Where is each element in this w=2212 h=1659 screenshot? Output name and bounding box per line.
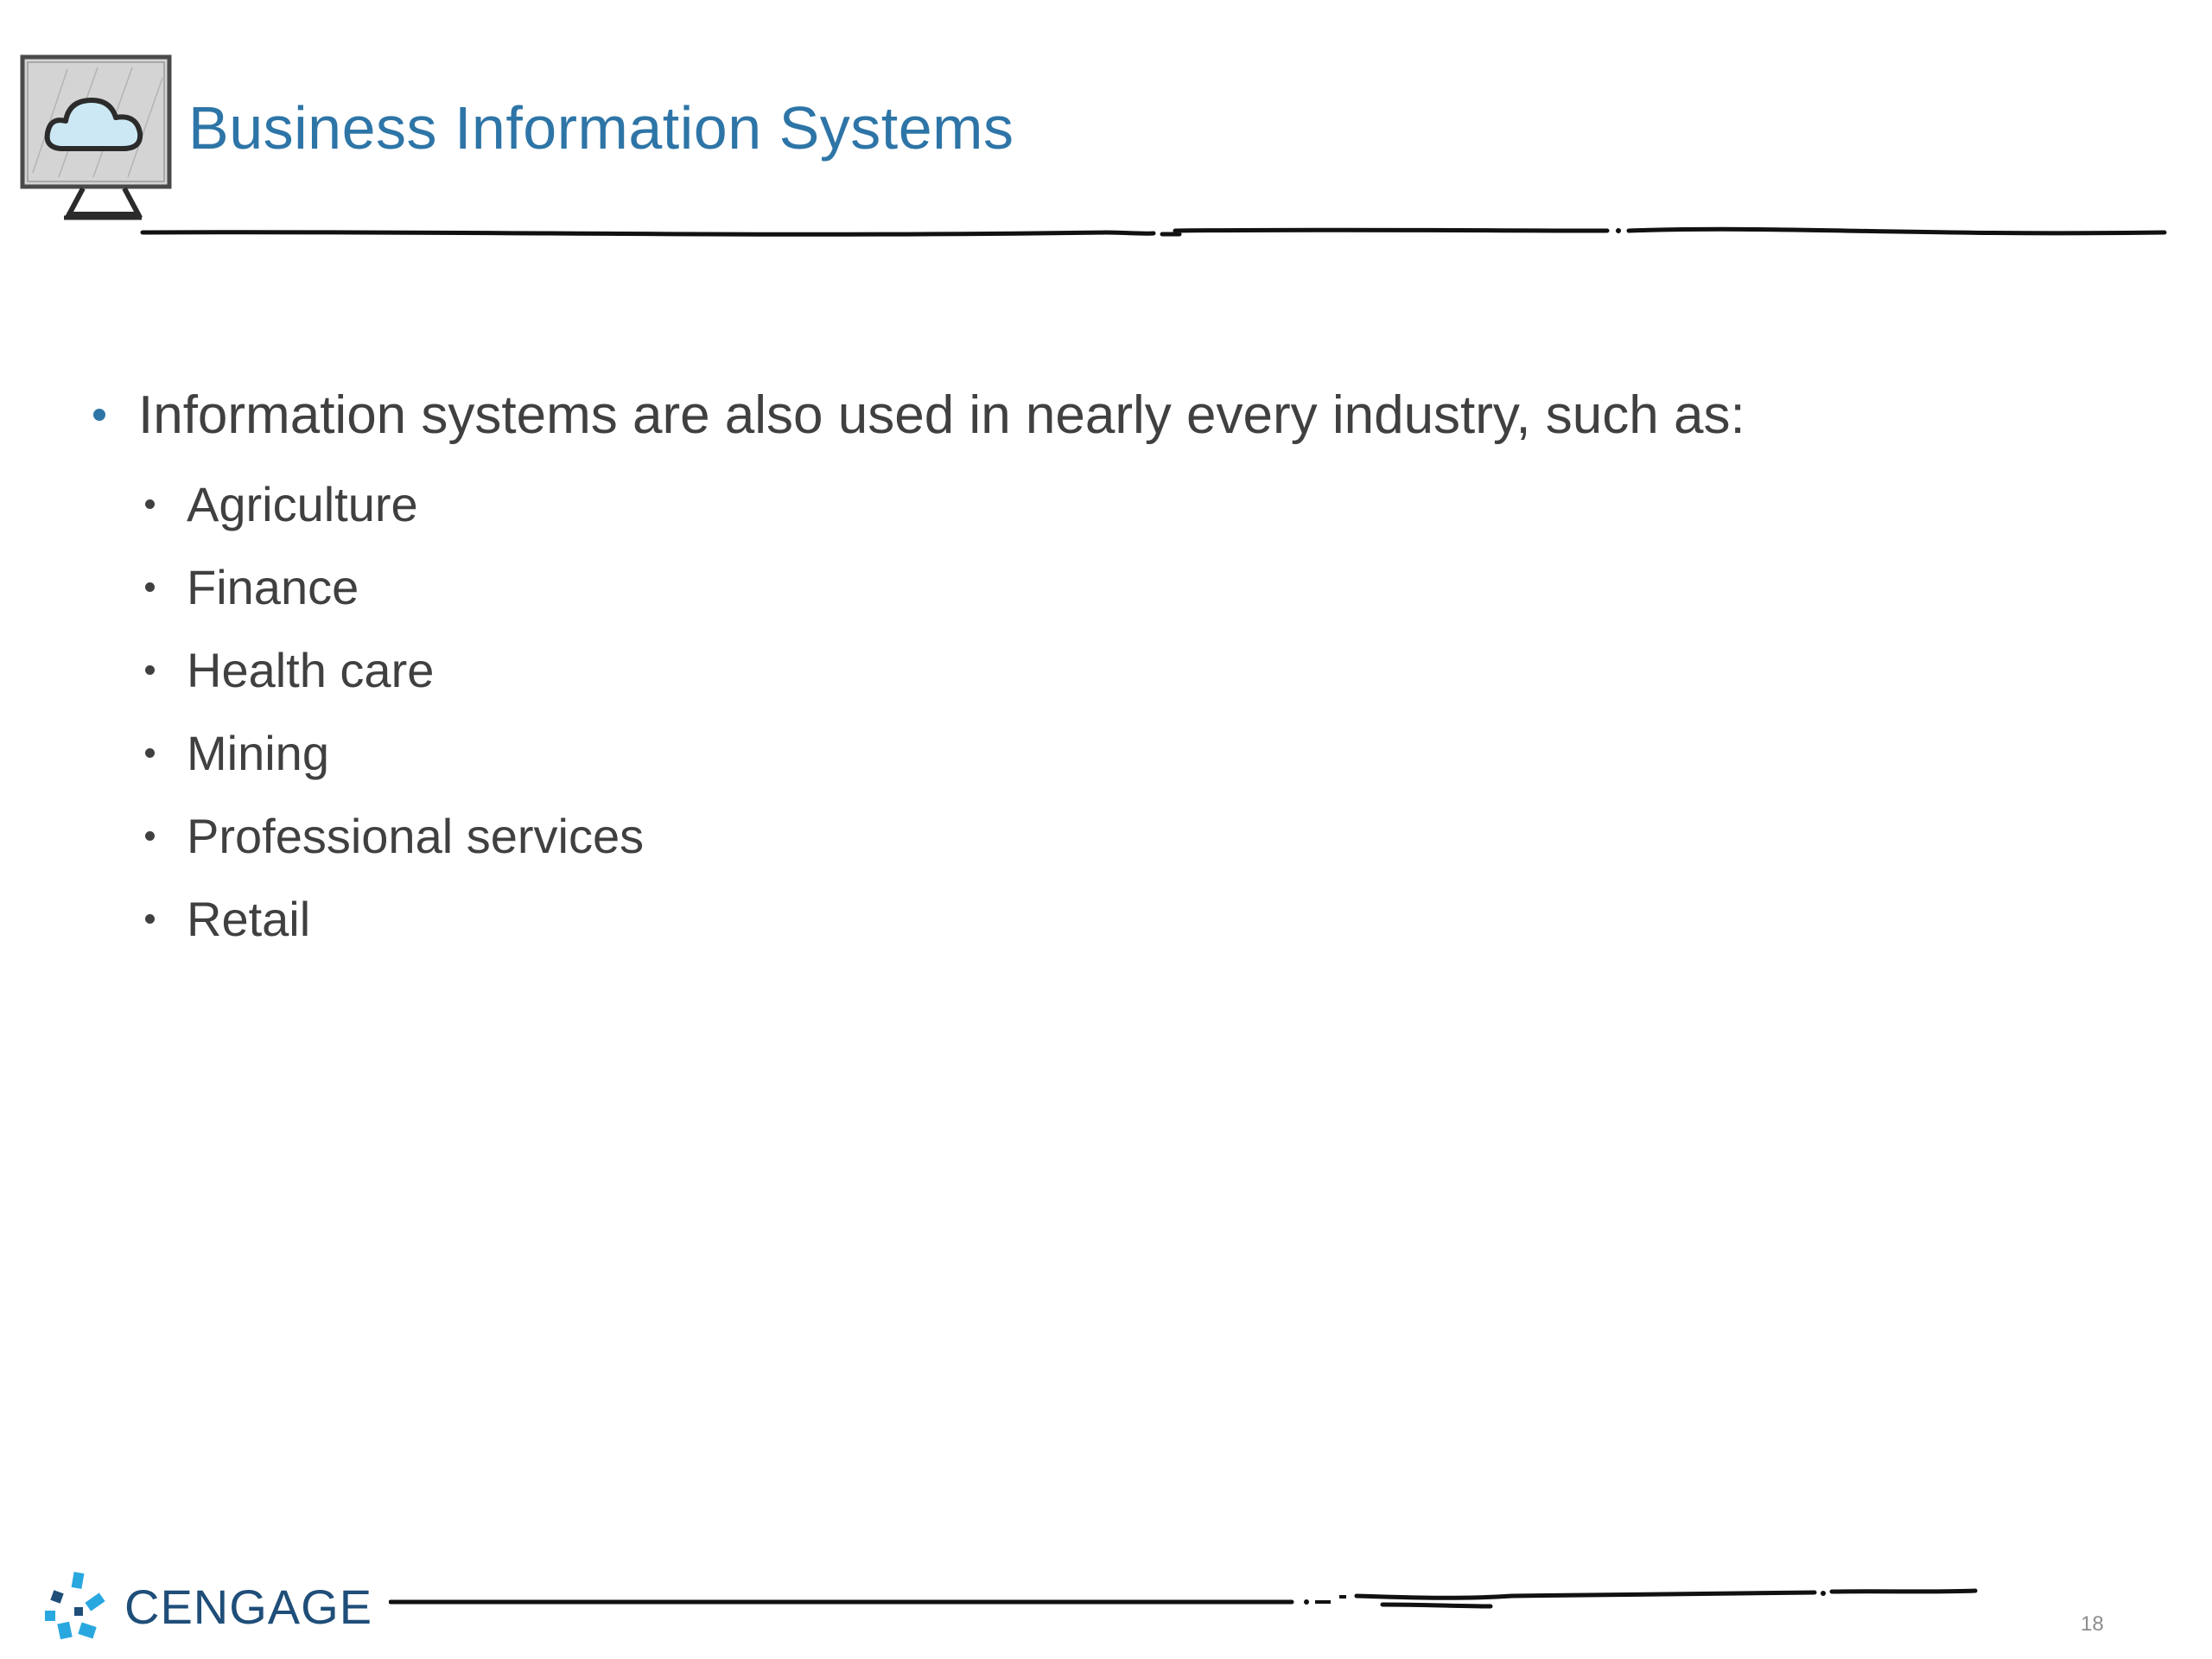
sub-bullet-text: Agriculture xyxy=(187,476,418,531)
sub-bullet-dot-icon xyxy=(145,665,155,675)
sub-bullet-dot-icon xyxy=(145,582,155,592)
sub-bullet-item xyxy=(145,462,1745,545)
sub-bullet-item xyxy=(145,877,1745,960)
cengage-logo-text: CENGAGE xyxy=(124,1579,373,1634)
bullet-item xyxy=(86,376,1745,454)
sub-bullet-text: Finance xyxy=(187,559,359,614)
cengage-logo xyxy=(41,1571,372,1642)
bullet-text: Information systems are also used in nearly every industry, such as: xyxy=(138,385,1745,445)
sub-bullet-item xyxy=(145,711,1745,794)
sub-bullet-text: Professional services xyxy=(187,808,645,863)
sub-bullet-dot-icon xyxy=(145,831,155,841)
sub-bullet-item xyxy=(145,628,1745,711)
sub-bullet-list xyxy=(145,462,1745,960)
cloud-monitor-icon xyxy=(16,52,180,225)
page-number: 18 xyxy=(2081,1612,2104,1636)
footer-underline xyxy=(389,1586,1979,1611)
sub-bullet-item xyxy=(145,794,1745,877)
sub-bullet-item xyxy=(145,545,1745,628)
bullet-dot-icon xyxy=(93,409,105,421)
slide-title: Business Information Systems xyxy=(188,94,1014,162)
title-underline xyxy=(138,220,2169,246)
sub-bullet-text: Retail xyxy=(187,891,311,946)
sub-bullet-dot-icon xyxy=(145,914,155,924)
cengage-logo-mark-icon xyxy=(41,1571,112,1642)
sub-bullet-text: Mining xyxy=(187,725,329,780)
sub-bullet-dot-icon xyxy=(145,499,155,509)
slide-content xyxy=(86,376,1745,960)
sub-bullet-text: Health care xyxy=(187,642,435,697)
sub-bullet-dot-icon xyxy=(145,748,155,758)
